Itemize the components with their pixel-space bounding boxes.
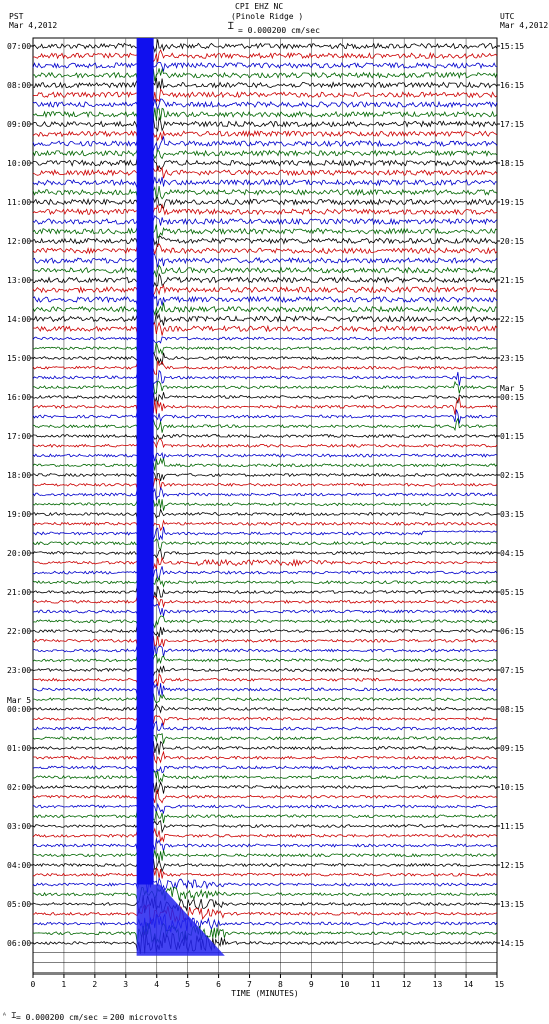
left-hour-label: 07:00 (7, 42, 32, 51)
seismic-trace (33, 196, 497, 208)
right-hour-label: 09:15 (500, 744, 525, 753)
right-date-marker: Mar 5 (500, 384, 525, 393)
seismic-trace (33, 644, 497, 657)
right-hour-label: 04:15 (500, 549, 525, 558)
seismic-trace (33, 664, 497, 676)
left-hour-label: 17:00 (7, 432, 32, 441)
right-hour-label: 01:15 (500, 432, 525, 441)
seismic-trace (33, 654, 497, 667)
left-hour-label: 10:00 (7, 159, 32, 168)
seismic-trace (33, 850, 497, 862)
seismic-trace (33, 905, 497, 924)
seismic-trace (33, 458, 497, 471)
right-hour-label: 05:15 (500, 588, 525, 597)
station-title: CPI EHZ NC (235, 2, 284, 11)
x-axis-label: TIME (MINUTES) (231, 989, 299, 998)
left-hour-label: 00:00 (7, 705, 32, 714)
seismic-trace (33, 887, 497, 902)
left-hour-label: 19:00 (7, 510, 32, 519)
seismic-trace (33, 527, 497, 540)
earthquake-saturated-band (137, 38, 154, 885)
seismic-trace (33, 127, 497, 141)
x-tick-label: 5 (185, 980, 190, 989)
seismic-trace (33, 914, 497, 932)
seismic-trace (33, 205, 497, 219)
seismic-trace (33, 634, 497, 647)
left-hour-label: 02:00 (7, 783, 32, 792)
right-hour-label: 07:15 (500, 666, 525, 675)
seismic-trace (33, 99, 497, 110)
right-hour-label: 18:15 (500, 159, 525, 168)
seismic-trace (33, 59, 497, 71)
seismic-trace (33, 733, 497, 745)
seismic-trace (33, 398, 497, 415)
seismic-trace (33, 118, 497, 131)
seismic-trace (33, 469, 497, 482)
footer-microvolts-label: 200 microvolts (110, 1013, 178, 1022)
seismic-trace (33, 176, 497, 189)
left-hour-label: 20:00 (7, 549, 32, 558)
seismic-trace (33, 322, 497, 336)
seismic-trace (33, 722, 497, 735)
seismic-trace (33, 810, 497, 823)
seismic-trace (33, 431, 497, 442)
x-tick-label: 3 (123, 980, 129, 989)
seismic-trace (33, 186, 497, 200)
x-tick-label: 6 (216, 980, 221, 989)
seismic-trace (33, 546, 497, 559)
x-tick-label: 7 (247, 980, 252, 989)
seismic-trace (33, 839, 497, 852)
seismic-trace (33, 293, 497, 306)
right-hour-label: 10:15 (500, 783, 525, 792)
left-hour-label: 09:00 (7, 120, 32, 129)
left-hour-label: 21:00 (7, 588, 32, 597)
seismic-trace (33, 741, 497, 755)
seismic-trace (33, 382, 497, 395)
left-hour-label: 18:00 (7, 471, 32, 480)
seismic-trace (33, 517, 497, 530)
x-tick-label: 10 (339, 980, 350, 989)
seismic-trace (33, 137, 497, 151)
seismic-trace (33, 266, 497, 278)
seismic-trace (33, 312, 497, 325)
right-hour-label: 17:15 (500, 120, 525, 129)
site-subtitle: (Pinole Ridge ) (231, 12, 304, 21)
seismic-trace (33, 336, 497, 345)
x-tick-label: 0 (30, 980, 36, 989)
seismic-trace (33, 479, 497, 491)
seismic-trace (33, 68, 497, 81)
seismic-trace (33, 762, 497, 774)
x-tick-label: 14 (463, 980, 474, 989)
left-hour-label: 08:00 (7, 81, 32, 90)
seismic-trace (33, 673, 497, 686)
left-date-label: Mar 4,2012 (9, 21, 58, 30)
left-hour-label: 13:00 (7, 276, 32, 285)
seismic-trace (33, 716, 497, 725)
seismic-trace (33, 605, 497, 619)
left-hour-label: 15:00 (7, 354, 32, 363)
seismic-trace (33, 624, 497, 637)
seismic-trace (33, 922, 497, 944)
scale-bar-icon: Ɪ (228, 21, 234, 32)
seismic-trace (33, 800, 497, 813)
seismic-trace (33, 49, 497, 62)
seismic-trace (33, 156, 497, 170)
seismic-trace (33, 585, 497, 599)
seismic-trace (33, 829, 497, 842)
seismic-trace (33, 576, 497, 589)
seismic-trace (33, 752, 497, 765)
x-tick-label: 12 (401, 980, 412, 989)
seismic-trace (33, 254, 497, 268)
right-hour-label: 15:15 (500, 42, 525, 51)
seismic-trace (33, 89, 497, 101)
seismic-trace (33, 147, 497, 160)
seismic-trace (33, 498, 497, 511)
seismic-trace (33, 341, 497, 353)
seismic-trace (33, 858, 497, 871)
left-hour-label: 12:00 (7, 237, 32, 246)
seismic-trace (33, 392, 497, 404)
seismic-trace (33, 439, 497, 452)
right-hour-label: 00:15 (500, 393, 525, 402)
seismic-trace (33, 868, 497, 881)
seismic-trace (33, 704, 497, 716)
left-timezone-label: PST (9, 12, 24, 21)
x-tick-label: 11 (370, 980, 381, 989)
left-hour-label: 05:00 (7, 900, 32, 909)
right-hour-label: 16:15 (500, 81, 525, 90)
seismic-trace (33, 895, 497, 913)
left-hour-label: 14:00 (7, 315, 32, 324)
seismic-trace (33, 419, 497, 433)
left-hour-label: 01:00 (7, 744, 32, 753)
seismic-trace (33, 78, 497, 92)
x-tick-label: 13 (432, 980, 443, 989)
seismic-trace (33, 166, 497, 179)
right-hour-label: 08:15 (500, 705, 525, 714)
seismic-trace (33, 107, 497, 121)
seismic-trace (33, 595, 497, 608)
right-hour-label: 02:15 (500, 471, 525, 480)
seismic-trace (33, 790, 497, 803)
seismic-trace (33, 361, 497, 375)
seismic-trace (33, 877, 497, 892)
left-date-marker: Mar 5 (7, 696, 32, 705)
seismic-trace (33, 507, 497, 520)
seismic-trace (33, 351, 497, 365)
right-hour-label: 21:15 (500, 276, 525, 285)
seismic-trace (33, 302, 497, 314)
x-tick-label: 8 (277, 980, 283, 989)
seismic-trace (33, 931, 497, 953)
right-timezone-label: UTC (500, 12, 515, 21)
seismic-trace (33, 39, 497, 52)
right-hour-label: 03:15 (500, 510, 525, 519)
seismic-trace (33, 771, 497, 783)
seismic-trace (33, 410, 497, 424)
x-tick-label: 4 (154, 980, 160, 989)
left-hour-label: 22:00 (7, 627, 32, 636)
right-hour-label: 20:15 (500, 237, 525, 246)
left-hour-label: 23:00 (7, 666, 32, 675)
right-hour-label: 23:15 (500, 354, 525, 363)
seismic-trace (33, 693, 497, 705)
right-hour-label: 06:15 (500, 627, 525, 636)
header-scale-label: = 0.000200 cm/sec (238, 26, 320, 35)
seismic-trace (33, 449, 497, 463)
x-tick-label: 2 (92, 980, 98, 989)
left-hour-label: 03:00 (7, 822, 32, 831)
seismic-trace (33, 566, 497, 580)
right-hour-label: 22:15 (500, 315, 525, 324)
seismic-trace (33, 216, 497, 228)
right-hour-label: 12:15 (500, 861, 525, 870)
seismic-trace (33, 283, 497, 297)
seismic-trace (33, 821, 497, 833)
x-tick-label: 9 (308, 980, 314, 989)
left-hour-label: 06:00 (7, 939, 32, 948)
seismic-trace (33, 683, 497, 696)
seismic-trace (33, 235, 497, 248)
seismic-trace (33, 556, 497, 569)
seismic-trace (33, 371, 497, 386)
right-hour-label: 11:15 (500, 822, 525, 831)
footer-scale-icon: ᴬ Ɪ (2, 1011, 17, 1020)
right-hour-label: 13:15 (500, 900, 525, 909)
right-hour-label: 19:15 (500, 198, 525, 207)
seismic-trace (33, 274, 497, 287)
seismic-trace (33, 782, 497, 794)
x-tick-label: 15 (494, 980, 505, 989)
left-hour-label: 16:00 (7, 393, 32, 402)
seismic-trace (33, 488, 497, 500)
left-hour-label: 11:00 (7, 198, 32, 207)
seismic-trace (33, 225, 497, 238)
seismic-trace (33, 244, 497, 256)
x-tick-label: 1 (61, 980, 67, 989)
seismic-trace (33, 616, 497, 628)
left-hour-label: 04:00 (7, 861, 32, 870)
footer-scale-label: = 0.000200 cm/sec = (16, 1013, 108, 1022)
right-hour-label: 14:15 (500, 939, 525, 948)
seismic-trace (33, 539, 497, 550)
plot-frame (33, 38, 497, 974)
right-date-label: Mar 4,2012 (500, 21, 549, 30)
